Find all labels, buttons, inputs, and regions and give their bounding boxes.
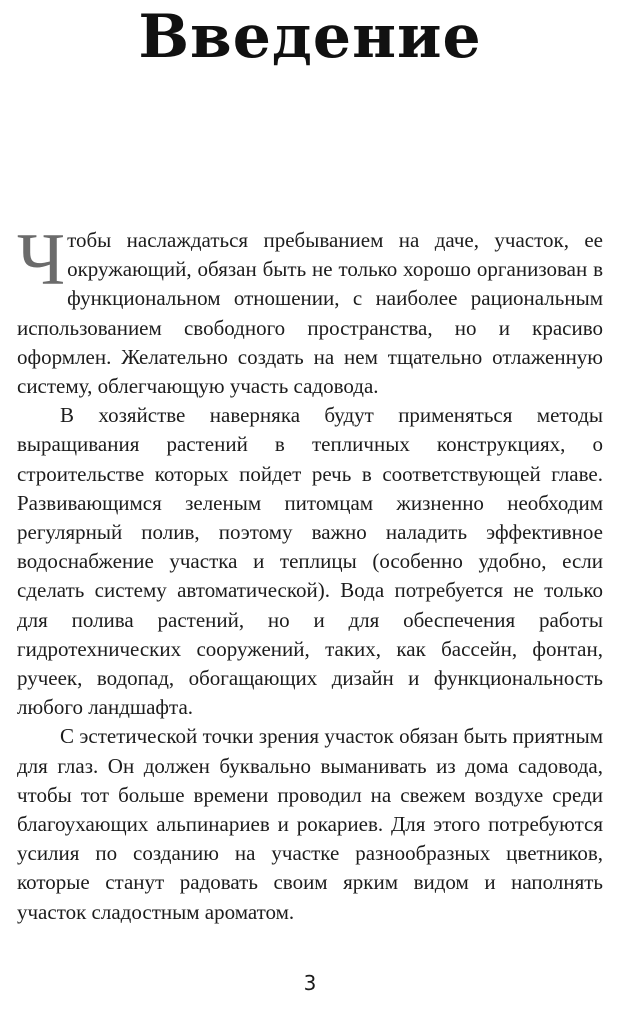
paragraph-1-text: тобы наслаждаться пребыванием на даче, участок, ее окружающий, обязан быть не только хорошо организован в функциональном отношении, с наиболее рациональным использованием свободного пространства, но и красиво оформлен. Желательно создать на нем тщательно отлаженную систему, облегчающую участь садовода.: [17, 228, 603, 399]
paragraph-3: С эстетической точки зрения участок обязан быть приятным для глаз. Он должен буквально выманивать из дома садовода, чтобы тот больше времени проводил на свежем воздухе среди благоухающих альпинариев и рокариев. Для этого потребуются усилия по созданию на участке разнообразных цветников, которые станут радовать своим ярким видом и наполнять участок сладостным ароматом.: [17, 724, 603, 924]
paragraph-2: В хозяйстве наверняка будут применяться методы выращивания растений в тепличных конструкциях, о строительстве которых пойдет речь в соответствующей главе. Развивающимся зеленым питомцам жизненно необходим регулярный полив, поэтому важно наладить эффективное водоснабжение участка и теплицы (особенно удобно, если сделать систему автоматической). Вода потребуется не только для полива растений, но и для обеспечения работы гидротехнических сооружений, таких, как бассейн, фонтан, ручеек, водопад, обогащающих дизайн и функциональность любого ландшафта.: [17, 403, 603, 720]
page-number: 3: [303, 971, 317, 995]
paragraph-1: [17, 219, 603, 401]
body-text: [17, 219, 603, 927]
chapter-title: Введение: [138, 2, 482, 72]
drop-cap: Ч: [17, 219, 66, 301]
